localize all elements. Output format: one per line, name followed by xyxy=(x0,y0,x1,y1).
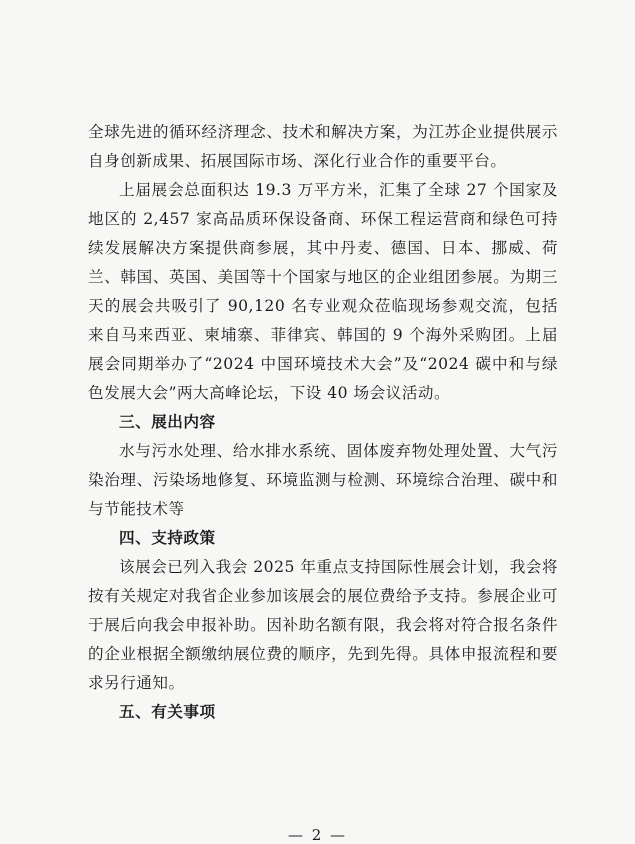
paragraph-exhibit-scope: 水与污水处理、给水排水系统、固体废弃物处理处置、大气污染治理、污染场地修复、环境监测与检测、环境综合治理、碳中和与节能技术等 xyxy=(88,442,558,518)
page-number: — 2 — xyxy=(287,826,348,844)
paragraph-previous-exhibition: 上届展会总面积达 19.3 万平方米，汇集了全球 27 个国家及地区的 2,457 家高品质环保设备商、环保工程运营商和绿色可持续发展解决方案提供商参展，其中丹麦、德国、日本、挪威、荷兰、韩国、英国、美国等十个国家与地区的企业组团参展。为期三天的展会共吸引了 90,120 名专业观众莅临现场参观交流，包括来自马来西亚、柬埔寨、菲律宾、韩国的 9 个海外采购团。上届展会同期举办了“2024 中国环境技术大会”及“2024 碳中和与绿色发展大会”两大高峰论坛，下设 40 场会议活动。 xyxy=(88,181,558,402)
paragraph-platform-intro: 全球先进的循环经济理念、技术和解决方案，为江苏企业提供展示自身创新成果、拓展国际市场、深化行业合作的重要平台。 xyxy=(88,123,558,170)
paragraph-support-policy: 该展会已列入我会 2025 年重点支持国际性展会计划，我会将按有关规定对我省企业参加该展会的展位费给予支持。参展企业可于展后向我会申报补助。因补助名额有限，我会将对符合报名条件的企业根据全额缴纳展位费的顺序，先到先得。具体申报流程和要求另行通知。 xyxy=(88,558,558,692)
section-heading-matters: 五、有关事项 xyxy=(119,703,216,721)
section-heading-exhibits: 三、展出内容 xyxy=(119,413,216,431)
section-heading-policy: 四、支持政策 xyxy=(119,529,216,547)
document-body xyxy=(88,118,558,727)
